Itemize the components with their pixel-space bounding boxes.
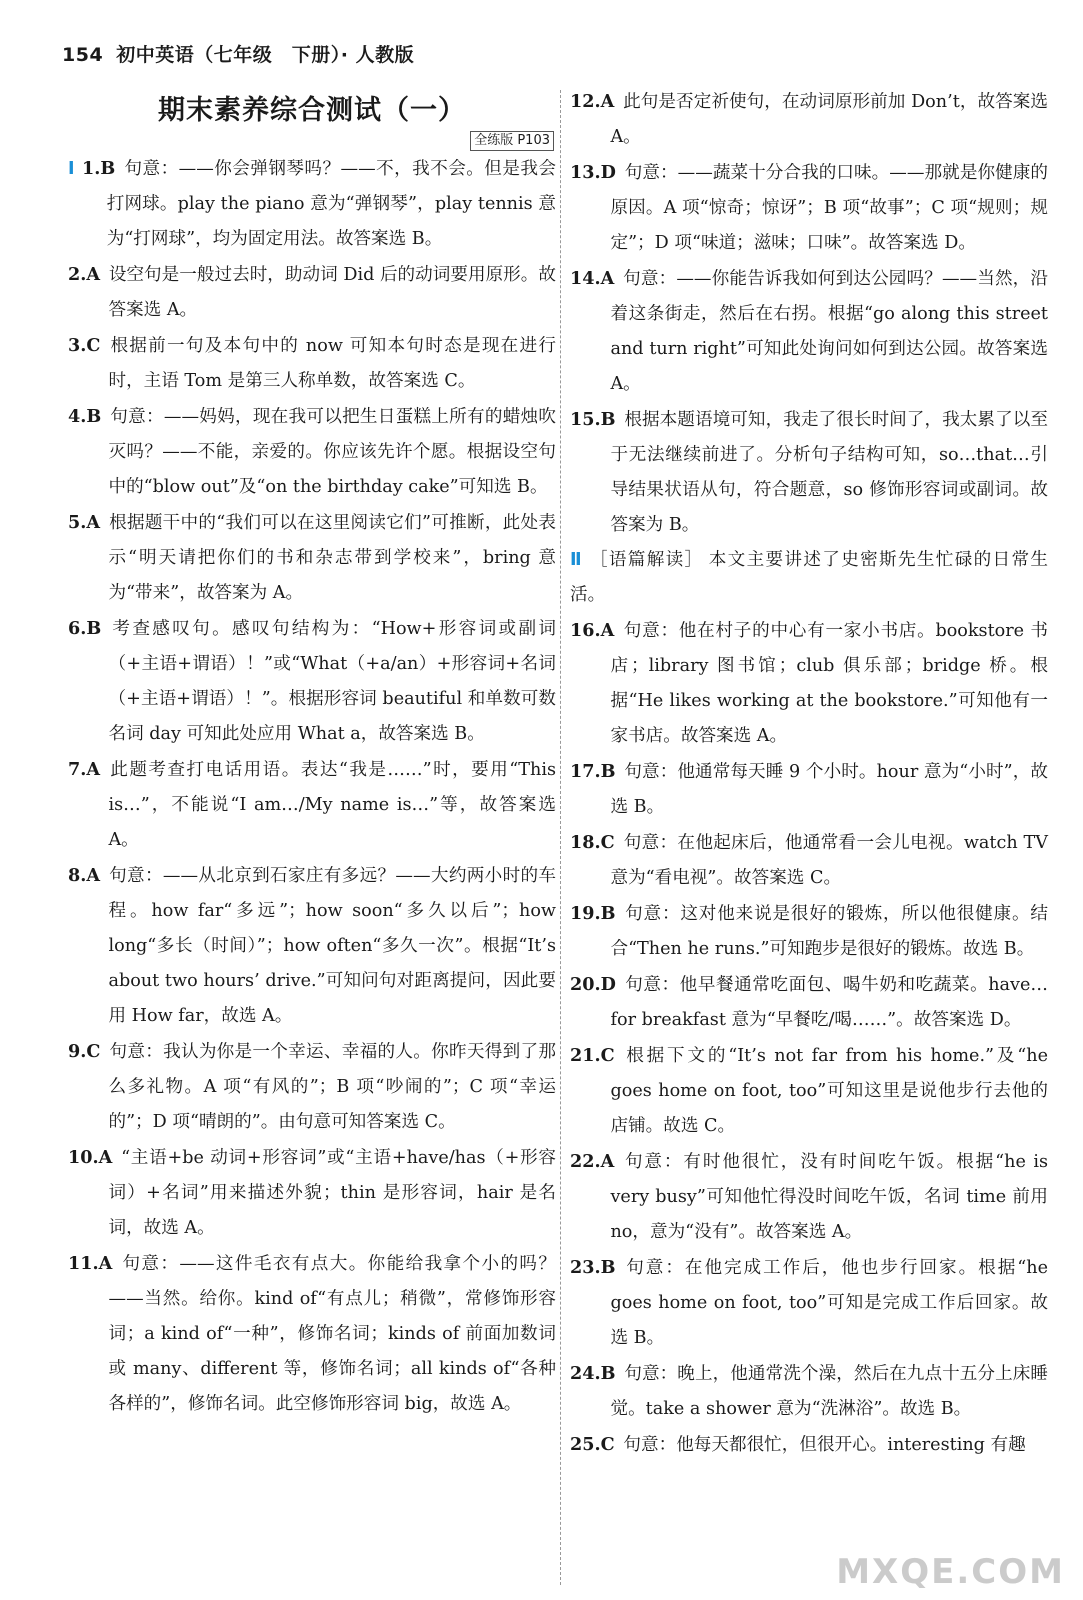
answer-number: 12.A — [570, 91, 615, 112]
answer-explanation: 根据下文的“It’s not far from his home.”及“he goes home on foot, too”可知这里是说他步行去他的店铺。故选 C。 — [610, 1046, 1048, 1136]
answer-explanation: 句意：——你会弹钢琴吗？——不，我不会。但是我会打网球。play the piano 意为“弹钢琴”，play tennis 意为“打网球”，均为固定用法。故答案选 B。 — [106, 159, 557, 249]
answer-explanation: 根据题干中的“我们可以在这里阅读它们”可推断，此处表示“明天请把你们的书和杂志带到学校来”，bring 意为“带来”，故答案为 A。 — [108, 513, 556, 603]
answer-item — [68, 399, 556, 505]
answer-item — [68, 151, 556, 257]
column-divider — [560, 90, 561, 1585]
answer-explanation: 句意：我认为你是一个幸运、幸福的人。你昨天得到了那么多礼物。A 项“有风的”；B 项“吵闹的”；C 项“幸运的”；D 项“晴朗的”。由句意可知答案选 C。 — [108, 1042, 556, 1132]
answer-item — [570, 754, 1048, 825]
answer-item — [68, 858, 556, 1034]
answer-explanation: 句意：他每天都很忙，但很开心。interesting 有趣 — [623, 1435, 1026, 1455]
answer-explanation: 根据前一句及本句中的 now 可知本句时态是现在进行时，主语 Tom 是第三人称单数，故答案选 C。 — [108, 336, 556, 391]
answer-item — [68, 1246, 556, 1422]
answer-number: 3.C — [68, 335, 101, 356]
reference-box — [68, 129, 556, 151]
answer-item — [570, 402, 1048, 543]
answer-item — [570, 155, 1048, 261]
answer-explanation: 句意：晚上，他通常洗个澡，然后在九点十五分上床睡觉。take a shower 意为“洗淋浴”。故选 B。 — [610, 1364, 1048, 1419]
answer-item — [68, 328, 556, 399]
answer-explanation: 句意：——你能告诉我如何到达公园吗？——当然，沿着这条街走，然后在右拐。根据“go along this street and turn right”可知此处询问如何到达公园。故答案选 A。 — [610, 269, 1048, 394]
page-title: 期末素养综合测试（一） — [158, 95, 466, 126]
answer-explanation: 句意：他早餐通常吃面包、喝牛奶和吃蔬菜。have…for breakfast 意为“早餐吃/喝……”。故答案选 D。 — [610, 975, 1048, 1030]
section-two-label: ［语篇解读］ — [589, 550, 704, 570]
answer-explanation: 设空句是一般过去时，助动词 Did 后的动词要用原形。故答案选 A。 — [108, 265, 556, 320]
answer-item — [570, 1038, 1048, 1144]
answer-number: 7.A — [68, 759, 101, 780]
answer-number: 2.A — [68, 264, 101, 285]
answer-number: 14.A — [570, 268, 615, 289]
answer-explanation: 句意：在他起床后，他通常看一会儿电视。watch TV 意为“看电视”。故答案选 C。 — [610, 833, 1048, 888]
answer-number: 13.D — [570, 162, 616, 183]
answer-item — [570, 613, 1048, 754]
answer-number: 5.A — [68, 512, 101, 533]
section-two-intro — [570, 543, 1048, 613]
answer-number: 11.A — [68, 1253, 113, 1274]
answer-number: 4.B — [68, 406, 102, 427]
answer-number: 25.C — [570, 1434, 615, 1455]
answer-explanation: 句意：他通常每天睡 9 个小时。hour 意为“小时”，故选 B。 — [610, 762, 1048, 817]
answer-explanation: 句意：——从北京到石家庄有多远？——大约两小时的车程。how far“多远”；how soon“多久以后”；how long“多长（时间）”；how often“多久一次”。根据“It’s about two hours’ drive.”可知问句对距离提问，因此要用 How far，故选 A。 — [108, 866, 556, 1026]
answer-number: 19.B — [570, 903, 616, 924]
answer-item — [570, 261, 1048, 402]
left-column — [68, 85, 556, 1422]
answer-item — [570, 967, 1048, 1038]
answer-number: 21.C — [570, 1045, 615, 1066]
answer-list-right-b — [570, 613, 1048, 1463]
answer-item — [570, 84, 1048, 155]
answer-list-right-a — [570, 84, 1048, 543]
answer-item — [68, 1034, 556, 1140]
answer-number: 8.A — [68, 865, 101, 886]
reference-label: 全练版 P103 — [470, 131, 554, 151]
answer-number: 10.A — [68, 1147, 113, 1168]
answer-explanation: “主语+be 动词+形容词”或“主语+have/has（+形容词）+名词”用来描述外貌；thin 是形容词，hair 是名词，故选 A。 — [108, 1148, 556, 1238]
answer-explanation: 句意：他在村子的中心有一家小书店。bookstore 书店；library 图书馆；club 俱乐部；bridge 桥。根据“He likes working at the bookstore.”可知他有一家书店。故答案选 A。 — [610, 621, 1048, 746]
answer-item — [68, 257, 556, 328]
answer-item — [570, 1356, 1048, 1427]
answer-explanation: 句意：——妈妈，现在我可以把生日蛋糕上所有的蜡烛吹灭吗？——不能，亲爱的。你应该先许个愿。根据设空句中的“blow out”及“on the birthday cake”可知选 B。 — [108, 407, 556, 497]
answer-number: 9.C — [68, 1041, 101, 1062]
answer-item — [570, 1427, 1048, 1463]
answer-item — [68, 1140, 556, 1246]
answer-number: 16.A — [570, 620, 615, 641]
answer-item — [570, 825, 1048, 896]
answer-explanation: 句意：——这件毛衣有点大。你能给我拿个小的吗？——当然。给你。kind of“有点儿；稍微”，常修饰形容词；a kind of“一种”，修饰名词；kinds of 前面加数词或 many、different 等，修饰名词；all kinds of“各种各样的”，修饰名词。此空修饰形容词 big，故选 A。 — [108, 1254, 556, 1414]
answer-explanation: 句意：在他完成工作后，他也步行回家。根据“he goes home on foot, too”可知是完成工作后回家。故选 B。 — [610, 1258, 1048, 1348]
answer-explanation: 句意：有时他很忙，没有时间吃午饭。根据“he is very busy”可知他忙得没时间吃午饭，名词 time 前用 no，意为“没有”。故答案选 A。 — [610, 1152, 1048, 1242]
answer-number: 1.B — [82, 158, 116, 179]
answer-explanation: 此句是否定祈使句，在动词原形前加 Don’t，故答案选 A。 — [610, 92, 1048, 147]
answer-explanation: 根据本题语境可知，我走了很长时间了，我太累了以至于无法继续前进了。分析句子结构可知，so…that…引导结果状语从句，符合题意，so 修饰形容词或副词。故答案为 B。 — [610, 410, 1048, 535]
answer-item — [68, 505, 556, 611]
page-number: 154 — [62, 44, 104, 66]
answer-explanation: 句意：这对他来说是很好的锻炼，所以他很健康。结合“Then he runs.”可知跑步是很好的锻炼。故选 B。 — [610, 904, 1048, 959]
answer-explanation: 此题考查打电话用语。表达“我是……”时，要用“This is…”，不能说“I am…/My name is…”等，故答案选 A。 — [108, 760, 556, 850]
answer-number: 17.B — [570, 761, 616, 782]
answer-number: 20.D — [570, 974, 616, 995]
answer-item — [570, 1250, 1048, 1356]
answer-item — [570, 1144, 1048, 1250]
answer-item — [68, 611, 556, 752]
section-two-summary: 本文主要讲述了史密斯先生忙碌的日常生活。 — [570, 550, 1048, 605]
answer-number: 18.C — [570, 832, 615, 853]
right-column — [570, 84, 1048, 1463]
answer-number: 15.B — [570, 409, 616, 430]
answer-list-left — [68, 151, 556, 1422]
section-two-marker: Ⅱ — [570, 550, 583, 570]
page-header — [62, 40, 414, 67]
answer-number: 6.B — [68, 618, 102, 639]
watermark: MXQE.COM — [836, 1552, 1065, 1592]
book-title: 初中英语（七年级 下册）· 人教版 — [116, 44, 415, 66]
answer-number: 24.B — [570, 1363, 616, 1384]
section-one-marker: Ⅰ — [68, 159, 75, 179]
answer-item — [68, 752, 556, 858]
answer-explanation: 句意：——蔬菜十分合我的口味。——那就是你健康的原因。A 项“惊奇；惊讶”；B 项“故事”；C 项“规则；规定”；D 项“味道；滋味；口味”。故答案选 D。 — [610, 163, 1048, 253]
answer-number: 23.B — [570, 1257, 616, 1278]
answer-explanation: 考查感叹句。感叹句结构为：“How+形容词或副词（+主语+谓语）！”或“What（+a/an）+形容词+名词（+主语+谓语）！”。根据形容词 beautiful 和单数可数名词 day 可知此处应用 What a，故答案选 B。 — [108, 619, 556, 744]
answer-item — [570, 896, 1048, 967]
answer-number: 22.A — [570, 1151, 615, 1172]
